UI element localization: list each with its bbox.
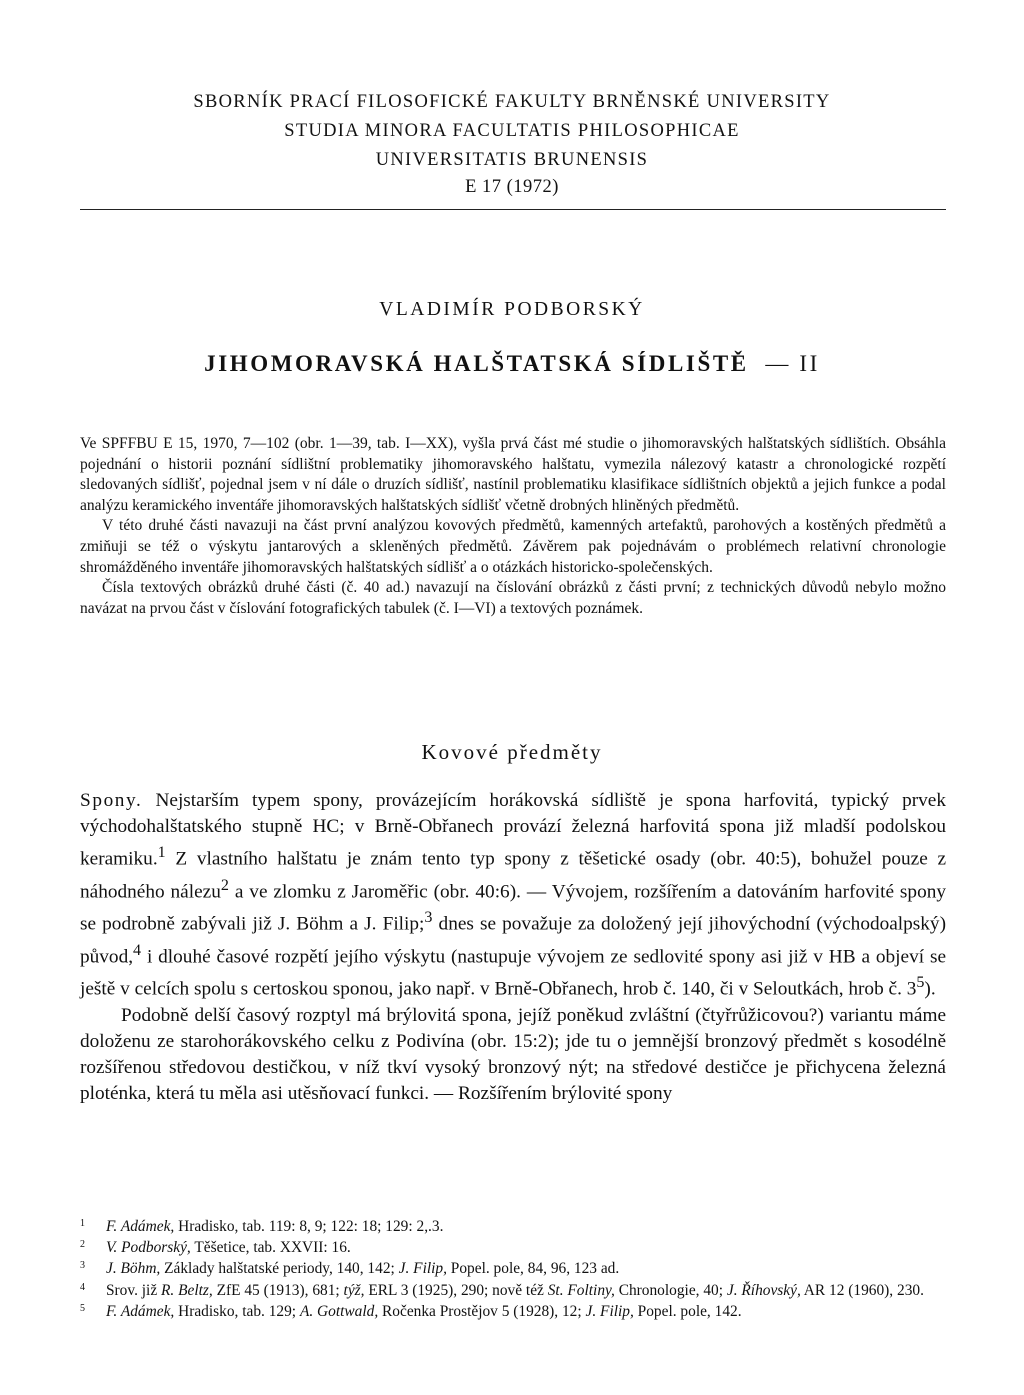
footnote-number: 2 (80, 1239, 85, 1251)
footnote-number: 3 (80, 1260, 85, 1272)
footnote-text: Popel. pole, 142. (633, 1302, 742, 1320)
article-title-main: JIHOMORAVSKÁ HALŠTATSKÁ SÍDLIŠTĚ (204, 351, 749, 376)
footnote (80, 1301, 946, 1322)
footnote-ref: 5 (916, 974, 925, 992)
abstract-paragraph: Čísla textových obrázků druhé části (č. 40 ad.) navazují na číslování obrázků z části první; z technických důvodů nebylo možno navázat na prvou část v číslování fotografických tabulek (č. I—VI) a textových poznámek. (80, 579, 946, 617)
footnote-ref: 1 (157, 844, 166, 862)
article-title (0, 351, 1024, 377)
footnote-author: J. Filip, (398, 1260, 447, 1278)
footnote-text: Těšetice, tab. XXVII: 16. (190, 1239, 351, 1257)
footnote-ref: 3 (424, 909, 433, 927)
footnote-author: J. Böhm, (106, 1260, 161, 1278)
footnote-text: AR 12 (1960), 230. (800, 1281, 924, 1299)
journal-title: SBORNÍK PRACÍ FILOSOFICKÉ FAKULTY BRNĚNSKÉ UNIVERSITY (193, 92, 831, 112)
footnote-number: 5 (80, 1302, 85, 1314)
journal-subtitle-2: UNIVERSITATIS BRUNENSIS (375, 150, 649, 170)
footnote-text: Srov. již (106, 1281, 162, 1299)
footnote-text: ERL 3 (1925), 290; nově též (364, 1281, 548, 1299)
footnote (80, 1280, 946, 1301)
footnote-author: J. Říhovský, (726, 1281, 801, 1299)
body-text (80, 788, 946, 1107)
section-heading: Kovové předměty (421, 740, 603, 764)
footnote-text: Chronologie, 40; (614, 1281, 727, 1299)
author-name: VLADIMÍR PODBORSKÝ (379, 299, 645, 320)
footnote-author: F. Adámek, (106, 1302, 175, 1320)
article-title-suffix: — II (765, 351, 820, 376)
footnote (80, 1216, 946, 1237)
footnote-text: Základy halštatské periody, 140, 142; (160, 1260, 399, 1278)
abstract (80, 434, 946, 619)
abstract-paragraph: V této druhé části navazuji na část první analýzou kovových předmětů, kamenných artefaktů, parohových a kostěných předmětů a zmiňuji se též o výskytu jantarových a skleněných předmětů. Závěrem pak pojednávám o problémech relativní chronologie shromážděného inventáře jihomoravských halštatských sídlišť a o otázkách historicko-společenských. (80, 517, 946, 576)
body-paragraph: Podobně delší časový rozptyl má brýlovitá spona, jejíž poněkud zvláštní (čtyřrůžicovou?) variantu máme doloženu ze starohorákovského celku z Podivína (obr. 15:2); jde tu o jemnější bronzový předmět s kosodélně rozšířenou středovou destičkou, v níž tkví vysoký bronzový nýt; na středové destičce je přichycena železná ploténka, která tu měla asi utěsňovací funkci. — Rozšířením brýlovité spony (80, 1004, 946, 1105)
footnote-author: A. Gottwald, (299, 1302, 379, 1320)
header-rule (80, 209, 946, 210)
abstract-paragraph: Ve SPFFBU E 15, 1970, 7—102 (obr. 1—39, tab. I—XX), vyšla prvá část mé studie o jihomoravských halštatských sídlištích. Obsáhla pojednání o historii poznání sídlištní problematiky jihomoravského halštatu, vymezila nálezový katastr a chronologické rozpětí sledovaných sídlišť, pojednal jsem v ní dále o druzích sídlišť, nastínil problematiku klasifikace sídlištních objektů a jejich funkce a podal analýzu keramického inventáře jihomoravských halštatských sídlišť včetně drobných hliněných předmětů. (80, 435, 946, 514)
paragraph-lead: Spony. (80, 790, 143, 811)
footnote (80, 1258, 946, 1279)
journal-subtitle: STUDIA MINORA FACULTATIS PHILOSOPHICAE (284, 121, 740, 141)
footnote-author: St. Foltiny, (547, 1281, 615, 1299)
footnote-text: Hradisko, tab. 119: 8, 9; 122: 18; 129: 2,.3. (174, 1218, 444, 1235)
footnote-text: ZfE 45 (1913), 681; (212, 1281, 344, 1299)
footnote-author: J. Filip, (585, 1302, 634, 1320)
footnote-text: Ročenka Prostějov 5 (1928), 12; (378, 1302, 586, 1320)
footnote-author: R. Beltz, (161, 1281, 213, 1299)
footnote-ref: 4 (133, 941, 142, 959)
footnote-author: V. Podborský, (106, 1239, 191, 1257)
body-paragraph: Spony. Nejstarším typem spony, provázejícím horákovská sídliště je spona harfovitá, typický prvek východohalštatského stupně HC; v Brně-Obřanech provází železná harfovitá spona již mladší podolskou keramiku.$^1$ Z vlastního halštatu je znám tento typ spony z těšetické osady (obr. 40:5), bohužel pouze z náhodného nálezu$^2$ a ve zlomku z Jaroměřic (obr. 40:6). — Vývojem, rozšířením a datováním harfovité spony se podrobně zabývali již J. Böhm a J. Filip;$^3$ dnes se považuje za doložený její jihovýchodní (východoalpský) původ,$^4$ i dlouhé časové rozpětí jejího výskytu (nastupuje vývojem ze sedlovité spony asi již v HB a objeví se ještě v celcích spolu s certoskou sponou, jako např. v Brně-Obřanech, hrob č. 140, či v Seloutkách, hrob č. $3^5$). (80, 790, 946, 1000)
footnote-text: Hradisko, tab. 129; (174, 1302, 300, 1320)
footnote-author: týž, (343, 1281, 365, 1299)
footnote-number: 1 (80, 1218, 85, 1229)
footnote (80, 1237, 946, 1258)
footnote-author: F. Adámek, (106, 1218, 175, 1235)
journal-volume: E 17 (1972) (465, 177, 559, 197)
footnote-number: 4 (80, 1281, 85, 1293)
footnote-ref: 2 (220, 876, 229, 894)
footnote-text: Popel. pole, 84, 96, 123 ad. (446, 1260, 620, 1278)
footnotes (80, 1216, 946, 1322)
